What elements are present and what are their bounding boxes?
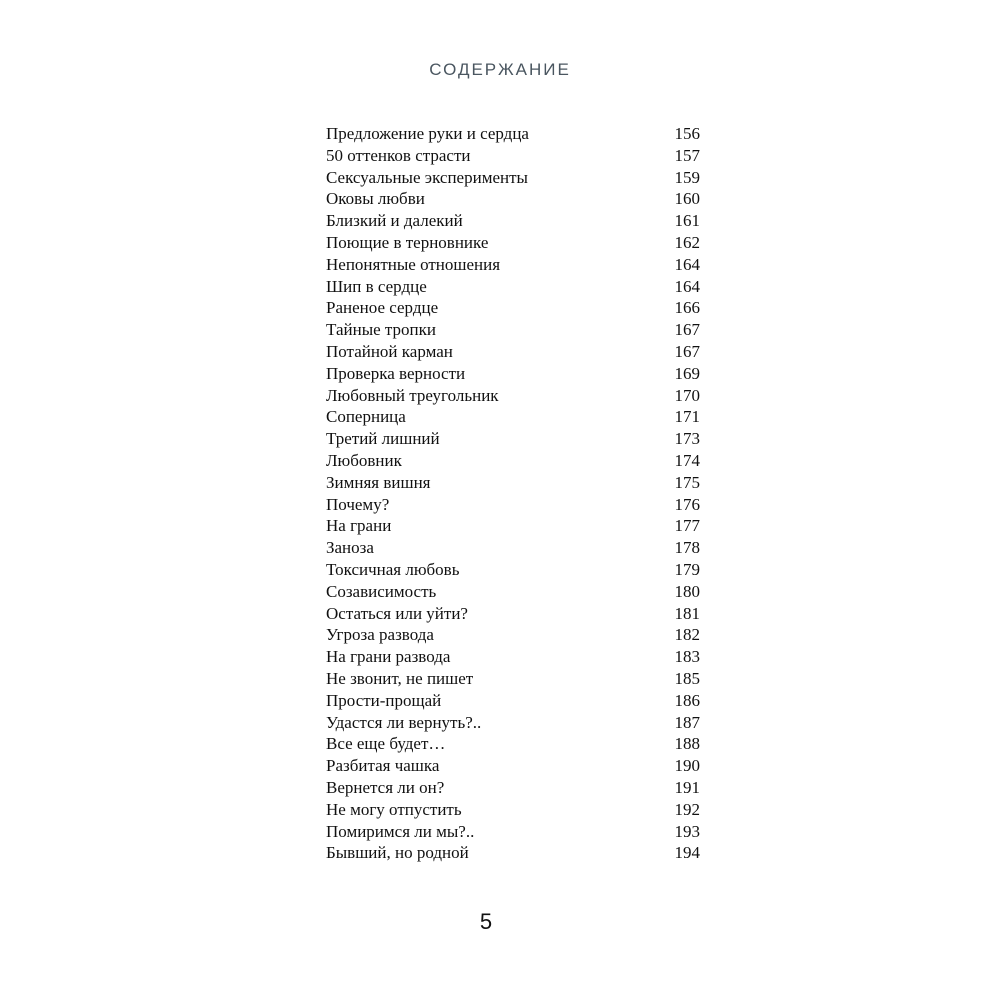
toc-entry-page: 182: [674, 625, 700, 645]
toc-entry-title: Удастся ли вернуть?..: [326, 712, 482, 732]
toc-entry-title: Оковы любви: [326, 189, 425, 209]
toc-entry: [326, 145, 700, 167]
toc-entry-page: 177: [674, 516, 700, 536]
toc-entry-page: 160: [674, 189, 700, 209]
toc-entry-title: Зимняя вишня: [326, 472, 431, 492]
toc-entry-page: 187: [674, 712, 700, 732]
toc-entry-title: Заноза: [326, 538, 374, 558]
toc-entry-title: Любовный треугольник: [326, 385, 499, 405]
toc-entry-title: Разбитая чашка: [326, 756, 440, 776]
toc-entry: [326, 167, 700, 189]
toc-entry-page: 173: [674, 429, 700, 449]
toc-entry-page: 185: [674, 668, 700, 688]
toc-entry: [326, 777, 700, 799]
toc-entry: [326, 341, 700, 363]
toc-entry: [326, 581, 700, 603]
toc-entry-page: 183: [674, 647, 700, 667]
toc-entry-title: Помиримся ли мы?..: [326, 821, 475, 841]
toc-entry: [326, 603, 700, 625]
toc-entry-title: 50 оттенков страсти: [326, 145, 471, 165]
toc-entry-title: Вернется ли он?: [326, 777, 445, 797]
toc-entry: [326, 210, 700, 232]
toc-entry: [326, 755, 700, 777]
toc-entry-page: 171: [674, 407, 700, 427]
toc-entry: [326, 624, 700, 646]
toc-entry-page: 194: [674, 843, 700, 863]
toc-entry: [326, 450, 700, 472]
toc-entry-page: 190: [674, 756, 700, 776]
toc-entry-page: 170: [674, 385, 700, 405]
toc-entry-title: На грани развода: [326, 647, 451, 667]
toc-entry: [326, 276, 700, 298]
toc-entry: [326, 842, 700, 864]
toc-entry-page: 179: [674, 559, 700, 579]
toc-entry-title: Созависимость: [326, 581, 437, 601]
toc-entry-page: 181: [674, 603, 700, 623]
toc-entry-title: Соперница: [326, 407, 406, 427]
toc-entry-title: Потайной карман: [326, 341, 453, 361]
toc-entry-page: 180: [674, 581, 700, 601]
toc-entry: [326, 559, 700, 581]
toc-entry-title: Сексуальные эксперименты: [326, 167, 528, 187]
toc-entry-title: Не звонит, не пишет: [326, 668, 474, 688]
toc-entry: [326, 494, 700, 516]
toc-entry-page: 191: [674, 777, 700, 797]
table-of-contents: [326, 123, 700, 864]
toc-entry-title: Проверка верности: [326, 363, 466, 383]
toc-entry-page: 175: [674, 472, 700, 492]
toc-entry-page: 167: [674, 341, 700, 361]
toc-entry: [326, 646, 700, 668]
toc-entry: [326, 123, 700, 145]
toc-entry: [326, 690, 700, 712]
toc-entry-title: Раненое сердце: [326, 298, 439, 318]
toc-entry-title: Почему?: [326, 494, 390, 514]
toc-entry: [326, 712, 700, 734]
toc-entry: [326, 406, 700, 428]
toc-entry-title: Третий лишний: [326, 429, 440, 449]
toc-entry: [326, 472, 700, 494]
toc-entry-page: 167: [674, 320, 700, 340]
toc-entry-page: 166: [674, 298, 700, 318]
toc-entry-page: 188: [674, 734, 700, 754]
toc-entry-page: 193: [674, 821, 700, 841]
toc-entry-title: На грани: [326, 516, 392, 536]
toc-entry-page: 162: [674, 232, 700, 252]
toc-entry: [326, 385, 700, 407]
toc-entry-title: Тайные тропки: [326, 320, 437, 340]
toc-entry: [326, 537, 700, 559]
toc-entry-title: Угроза развода: [326, 625, 434, 645]
toc-entry-page: 186: [674, 690, 700, 710]
toc-entry: [326, 668, 700, 690]
toc-entry: [326, 428, 700, 450]
toc-entry-title: Токсичная любовь: [326, 559, 460, 579]
toc-entry-title: Непонятные отношения: [326, 254, 501, 274]
toc-entry-title: Не могу отпустить: [326, 799, 462, 819]
toc-entry-title: Предложение руки и сердца: [326, 124, 529, 143]
toc-entry-title: Любовник: [326, 450, 402, 470]
toc-entry: [326, 297, 700, 319]
toc-entry-page: 174: [674, 450, 700, 470]
toc-entry: [326, 319, 700, 341]
toc-entry-title: Прости-прощай: [326, 690, 442, 710]
toc-entry-title: Близкий и далекий: [326, 211, 463, 231]
toc-entry-page: 161: [674, 211, 700, 231]
toc-entry-page: 156: [674, 124, 700, 143]
toc-entry-title: Бывший, но родной: [326, 843, 469, 863]
toc-entry-page: 164: [674, 276, 700, 296]
toc-entry-title: Остаться или уйти?: [326, 603, 468, 623]
toc-entry-title: Шип в сердце: [326, 276, 427, 296]
toc-entry-page: 176: [674, 494, 700, 514]
toc-entry: [326, 821, 700, 843]
toc-entry-page: 169: [674, 363, 700, 383]
toc-entry-title: Поющие в терновнике: [326, 232, 489, 252]
toc-entry: [326, 733, 700, 755]
toc-entry-page: 178: [674, 538, 700, 558]
toc-entry-page: 192: [674, 799, 700, 819]
toc-entry: [326, 363, 700, 385]
page-number: 5: [479, 909, 493, 934]
toc-entry-page: 157: [674, 145, 700, 165]
toc-entry: [326, 799, 700, 821]
toc-entry-page: 164: [674, 254, 700, 274]
toc-entry: [326, 515, 700, 537]
toc-entry: [326, 188, 700, 210]
toc-entry-page: 159: [674, 167, 700, 187]
toc-entry: [326, 232, 700, 254]
toc-entry: [326, 254, 700, 276]
contents-heading: СОДЕРЖАНИЕ: [429, 60, 571, 79]
toc-entry-title: Все еще будет…: [326, 734, 446, 754]
